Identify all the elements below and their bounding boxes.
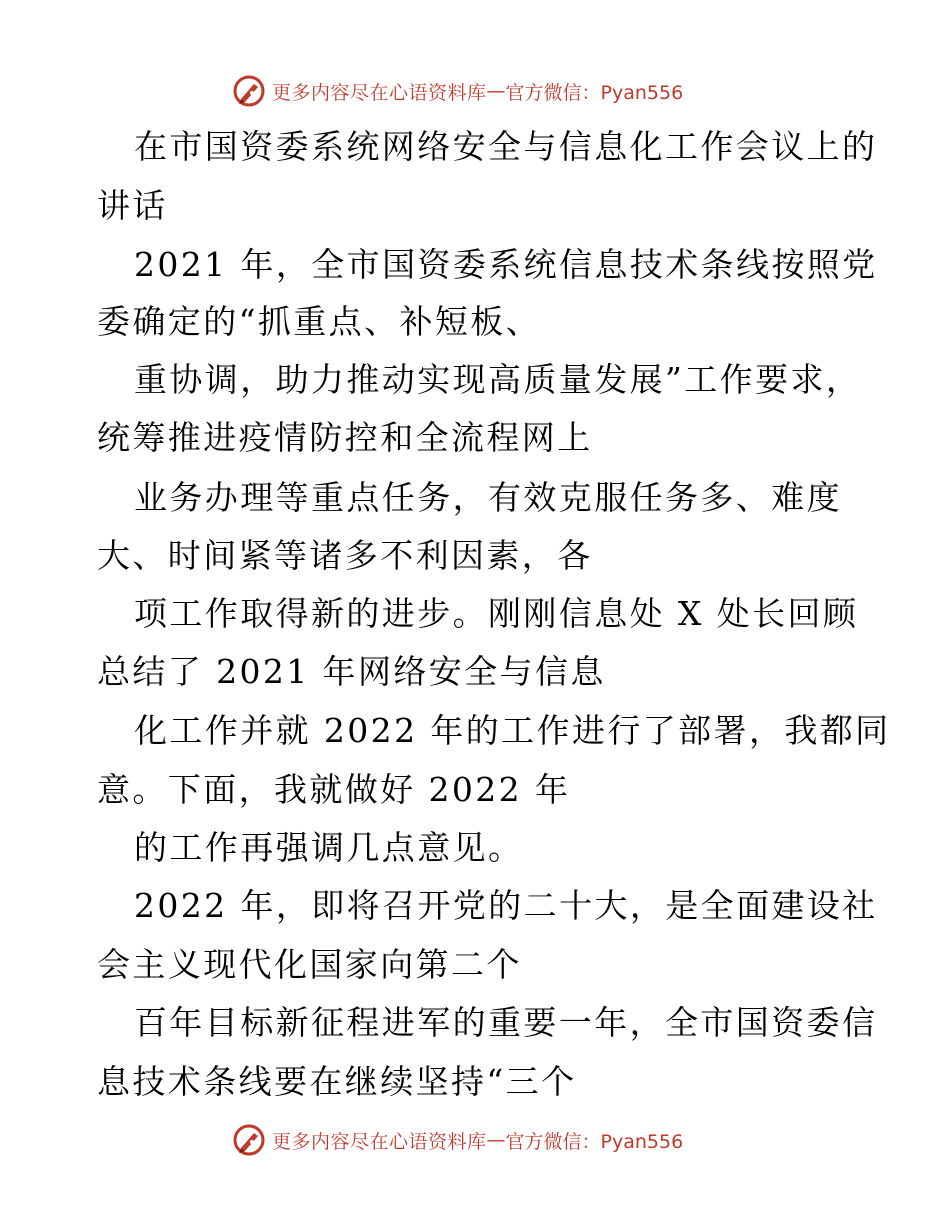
- banner-contact: 官方微信：Pyan556: [505, 1130, 684, 1153]
- body-line: 大、时间紧等诸多不利因素，各: [97, 536, 593, 575]
- footer-banner: [232, 1120, 683, 1160]
- body-line: 统筹推进疫情防控和全流程网上: [97, 418, 593, 457]
- body-line: 2022 年，即将召开党的二十大，是全面建设社: [134, 886, 878, 925]
- header-banner: [232, 71, 683, 111]
- body-line: 息技术条线要在继续坚持“三个: [97, 1062, 577, 1101]
- body-line: 业务办理等重点任务，有效克服任务多、难度: [134, 478, 842, 517]
- banner-slogan: 更多内容尽在心语资料库: [272, 1130, 487, 1153]
- body-line: 的工作再强调几点意见。: [134, 828, 524, 867]
- body-line: 意。下面，我就做好 2022 年: [97, 770, 571, 809]
- body-line: 委确定的“抓重点、补短板、: [97, 302, 542, 341]
- body-line: 项工作取得新的进步。刚刚信息处 X 处长回顾: [134, 594, 859, 633]
- title-line-2: 讲话: [97, 186, 168, 225]
- pen-logo-icon: [232, 1123, 266, 1157]
- pen-logo-icon: [232, 74, 266, 108]
- banner-slogan: 更多内容尽在心语资料库: [272, 81, 487, 104]
- body-line: 百年目标新征程进军的重要一年，全市国资委信: [134, 1003, 878, 1042]
- banner-separator: —: [486, 80, 506, 102]
- body-line: 重协调，助力推动实现高质量发展”工作要求，: [134, 360, 862, 399]
- body-line: 会主义现代化国家向第二个: [97, 945, 522, 984]
- banner-separator: —: [486, 1129, 506, 1151]
- banner-contact: 官方微信：Pyan556: [505, 81, 684, 104]
- body-line: 总结了 2021 年网络安全与信息: [97, 652, 606, 691]
- body-line: 化工作并就 2022 年的工作进行了部署，我都同: [134, 711, 891, 750]
- body-line: 2021 年，全市国资委系统信息技术条线按照党: [134, 245, 878, 284]
- title-line-1: 在市国资委系统网络安全与信息化工作会议上的: [134, 127, 878, 166]
